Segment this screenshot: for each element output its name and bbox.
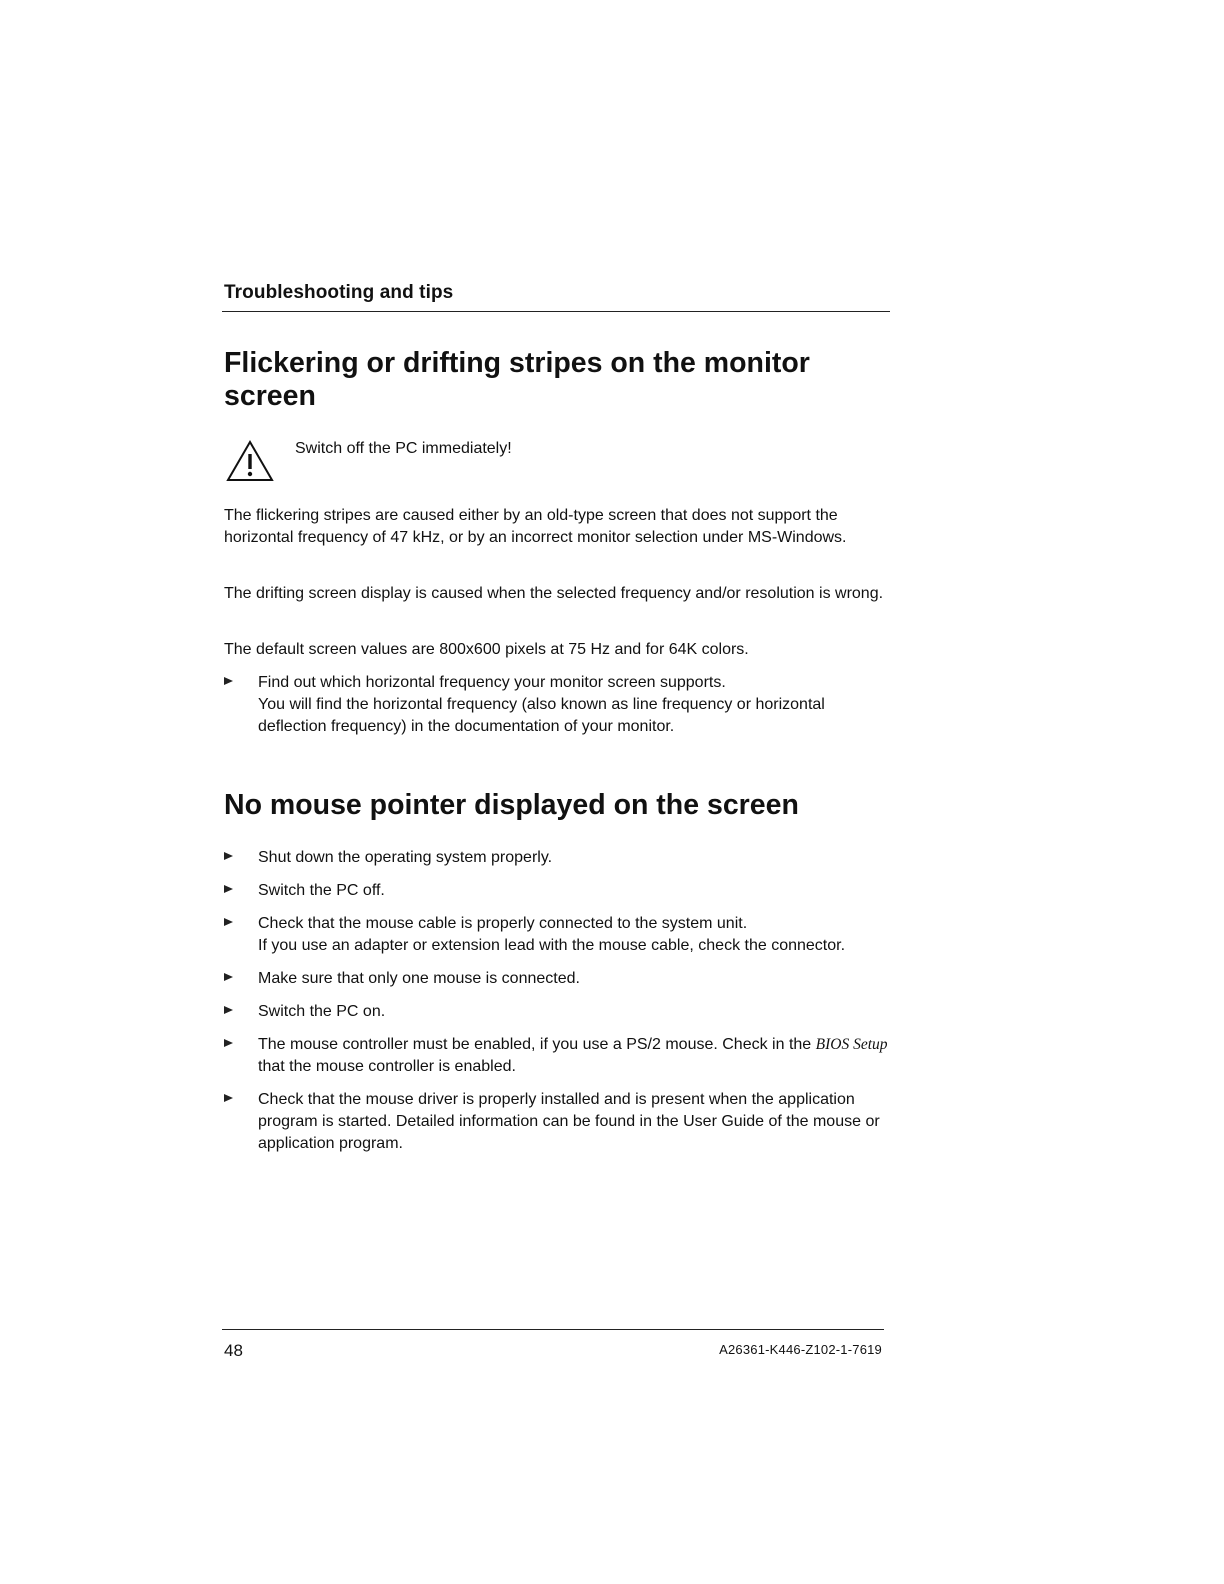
arrow-bullet-icon bbox=[224, 1039, 233, 1047]
list-item bbox=[222, 1089, 892, 1155]
list-item bbox=[222, 1001, 892, 1023]
bios-setup-term: BIOS Setup bbox=[815, 1036, 888, 1053]
step-text: Shut down the operating system properly. bbox=[258, 849, 553, 866]
page-number: 48 bbox=[224, 1341, 243, 1360]
arrow-bullet-icon bbox=[224, 918, 233, 926]
arrow-bullet-icon bbox=[224, 885, 233, 893]
list-item bbox=[222, 968, 892, 990]
document-code: A26361-K446-Z102-1-7619 bbox=[719, 1342, 882, 1357]
mouse-steps-list bbox=[222, 847, 892, 1166]
step-text: that the mouse controller is enabled. bbox=[258, 1058, 516, 1075]
paragraph-default-values: The default screen values are 800x600 pixels at 75 Hz and for 64K colors. bbox=[224, 641, 749, 658]
step-text: Check that the mouse driver is properly installed and is present when the application program is started. Detailed information can be found in the User Guide of the mouse or application program. bbox=[258, 1091, 880, 1152]
step-text: Make sure that only one mouse is connected. bbox=[258, 970, 580, 987]
header-rule bbox=[222, 311, 890, 312]
section-heading-mouse-pointer: No mouse pointer displayed on the screen bbox=[224, 789, 799, 821]
arrow-bullet-icon bbox=[224, 677, 233, 685]
arrow-bullet-icon bbox=[224, 973, 233, 981]
footer-rule bbox=[222, 1329, 884, 1330]
step-text: Find out which horizontal frequency your monitor screen supports. bbox=[258, 674, 726, 691]
warning-text: Switch off the PC immediately! bbox=[295, 440, 512, 457]
running-head: Troubleshooting and tips bbox=[224, 282, 454, 303]
section-heading-flickering: Flickering or drifting stripes on the monitor screen bbox=[224, 347, 810, 412]
step-text: Switch the PC off. bbox=[258, 882, 385, 899]
list-item bbox=[222, 672, 892, 738]
step-text: Check that the mouse cable is properly connected to the system unit. bbox=[258, 915, 748, 932]
list-item bbox=[222, 880, 892, 902]
list-item bbox=[222, 847, 892, 869]
paragraph-drifting-cause: The drifting screen display is caused when the selected frequency and/or resolution is wrong. bbox=[224, 585, 884, 602]
arrow-bullet-icon bbox=[224, 1006, 233, 1014]
flickering-steps-list bbox=[222, 672, 892, 738]
warning-triangle-icon bbox=[226, 440, 274, 482]
step-text: Switch the PC on. bbox=[258, 1003, 386, 1020]
arrow-bullet-icon bbox=[224, 1094, 233, 1102]
list-item bbox=[222, 1034, 892, 1078]
step-note: If you use an adapter or extension lead with the mouse cable, check the connector. bbox=[258, 937, 846, 954]
step-text: The mouse controller must be enabled, if you use a PS/2 mouse. Check in the bbox=[258, 1036, 812, 1053]
paragraph-flickering-cause: The flickering stripes are caused either by an old-type screen that does not support the horizontal frequency of 47 kHz, or by an incorrect monitor selection under MS-Windows. bbox=[224, 507, 847, 546]
list-item bbox=[222, 913, 892, 957]
arrow-bullet-icon bbox=[224, 852, 233, 860]
step-note: You will find the horizontal frequency (also known as line frequency or horizontal deflection frequency) in the documentation of your monitor. bbox=[258, 696, 825, 735]
